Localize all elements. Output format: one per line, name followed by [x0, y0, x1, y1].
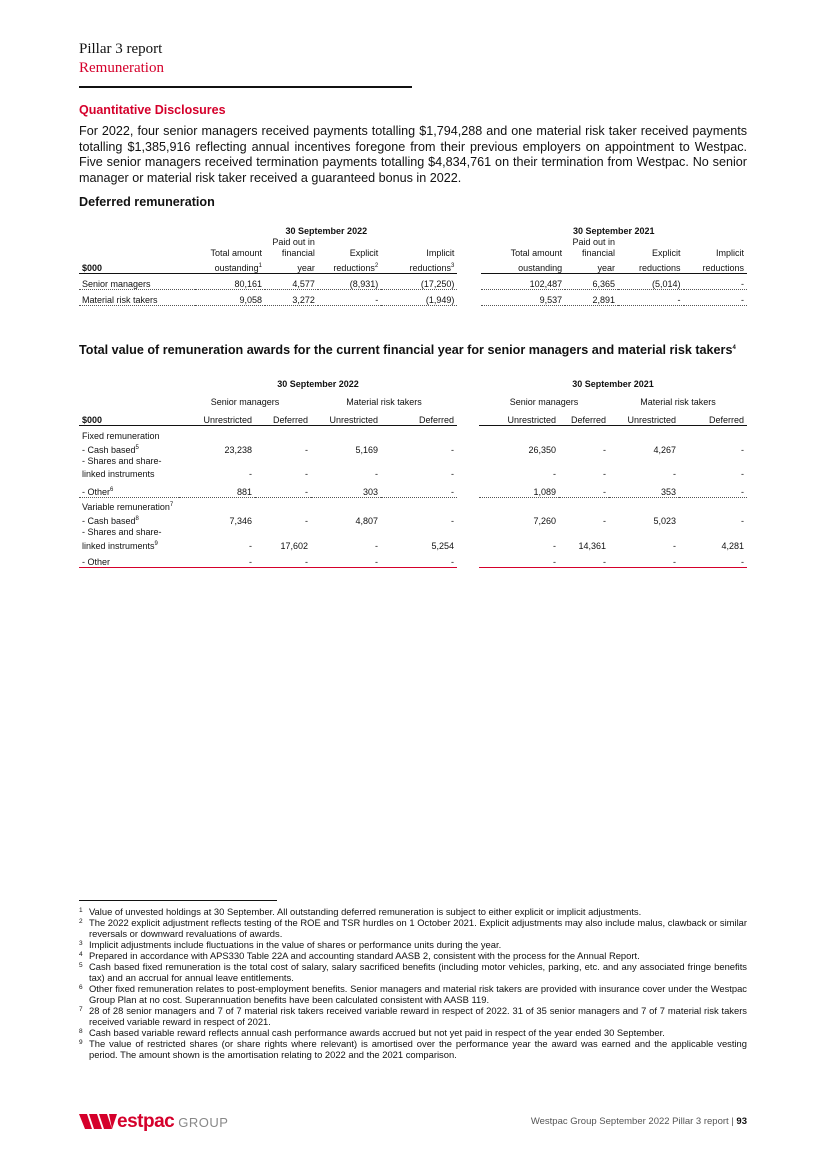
- col-implicit-2022-l2: reductions$^3$: [381, 258, 457, 273]
- cell: -: [179, 551, 255, 567]
- col-implicit-2021-l2: reductions: [684, 258, 747, 273]
- footnote: 8 Cash based variable reward reflects annual cash performance awards accrued but not yet paid in respect of the year ended 30 September.: [79, 1027, 665, 1038]
- footnote: 6 Other fixed remuneration relates to post-employment benefits. Senior managers and material risk takers are provided with insurance cover under the Westpac Group Plan at no cost. Superannuation benefits have been calculated consistent with AASB 119.: [79, 983, 747, 1005]
- cell: 7,260: [533, 516, 556, 526]
- westpac-logo: [79, 1113, 228, 1130]
- cell: (8,931): [318, 273, 381, 289]
- awards-period-2022: 30 September 2022: [277, 379, 359, 389]
- table-row: [79, 289, 747, 305]
- cell: -: [249, 541, 252, 551]
- group-senior-managers-2021: Senior managers: [509, 397, 579, 407]
- cell: -: [479, 551, 559, 567]
- col-explicit-2021-l1: Explicit: [652, 248, 681, 258]
- col-explicit-2021-l2: reductions: [618, 258, 684, 273]
- group-mrt-2022: Material risk takers: [346, 397, 422, 407]
- cell: -: [318, 289, 381, 305]
- deferred-remuneration-table: [79, 222, 747, 306]
- table-row: [79, 551, 747, 567]
- col-total-2022-l1: Total amount: [210, 248, 263, 258]
- col-implicit-2022-l1: Implicit: [426, 248, 455, 258]
- period-2021: 30 September 2021: [573, 226, 655, 236]
- col-unrestricted: Unrestricted: [311, 407, 381, 425]
- remuneration-awards-table: [79, 374, 747, 568]
- col-deferred: Deferred: [381, 407, 457, 425]
- cell: -: [255, 551, 311, 567]
- cell: -: [375, 541, 378, 551]
- row-label-line1: - Shares and share-: [82, 527, 162, 537]
- cell: -: [381, 551, 457, 567]
- awards-period-2021: 30 September 2021: [572, 379, 654, 389]
- row-label: Senior managers: [79, 273, 195, 289]
- cell: -: [451, 516, 454, 526]
- col-deferred: Deferred: [559, 407, 609, 425]
- cell: -: [679, 551, 747, 567]
- cell: -: [618, 289, 684, 305]
- cell: -: [603, 469, 606, 479]
- cell: -: [305, 445, 308, 455]
- cell: -: [451, 469, 454, 479]
- row-label: - Other: [79, 551, 179, 567]
- cell: -: [553, 541, 556, 551]
- cell: 6,365: [565, 273, 618, 289]
- cell: -: [553, 469, 556, 479]
- intro-paragraph: For 2022, four senior managers received payments totalling $1,794,288 and one material risk taker received payments totalling $1,385,916 reflecting annual incentives foregone from their previous employers on appointment to Westpac. Five senior managers received termination payments totalling $4,834,761 on their termination from Westpac. No senior manager or material risk taker received a guaranteed bonus in 2022.: [79, 124, 747, 185]
- col-paid-2022-l2: financial: [281, 248, 315, 258]
- cell: -: [741, 469, 744, 479]
- row-label-line1: - Shares and share-: [82, 456, 162, 466]
- group-senior-managers-2022: Senior managers: [210, 397, 280, 407]
- cell: -: [679, 479, 747, 497]
- cell: 7,346: [229, 516, 252, 526]
- cell: -: [249, 469, 252, 479]
- footnote: 9 The value of restricted shares (or share rights where relevant) is amortised over the performance year the award was earned and the applicable vesting period. The amount shown is the amortisation relating to 2022 and the 2021 comparison.: [79, 1038, 747, 1060]
- quantitative-heading: Quantitative Disclosures: [79, 103, 226, 117]
- cell: 14,361: [578, 541, 606, 551]
- table-row: [79, 479, 747, 497]
- awards-heading: Total value of remuneration awards for the current financial year for senior managers and material risk takers$^4$: [79, 343, 736, 357]
- table-row: [79, 537, 747, 551]
- cell: 5,169: [355, 445, 378, 455]
- group-mrt-2021: Material risk takers: [640, 397, 716, 407]
- cell: 17,602: [280, 541, 308, 551]
- page-number: 93: [736, 1116, 747, 1127]
- unit-label: $000: [79, 258, 195, 273]
- col-explicit-2022-l2: reductions$^2$: [318, 258, 381, 273]
- col-explicit-2022-l1: Explicit: [349, 248, 379, 258]
- period-2022: 30 September 2022: [285, 226, 368, 236]
- cell: 4,577: [265, 273, 318, 289]
- cell: -: [375, 469, 378, 479]
- footnote: 7 28 of 28 senior managers and 7 of 7 material risk takers received variable reward in respect of 2022. 31 of 35 senior managers and 7 of 7 material risk takers received variable reward in respect of 2021.: [79, 1005, 747, 1027]
- col-paid-2022-l1: Paid out in: [272, 237, 315, 247]
- row-label: - Other$^6$: [79, 479, 179, 497]
- cell: (1,949): [381, 289, 457, 305]
- cell: 3,272: [265, 289, 318, 305]
- cell: -: [684, 289, 747, 305]
- deferred-heading: Deferred remuneration: [79, 195, 215, 209]
- col-paid-2021-l2: financial: [581, 248, 615, 258]
- cell: 80,161: [195, 273, 265, 289]
- col-unrestricted: Unrestricted: [609, 407, 679, 425]
- col-deferred: Deferred: [255, 407, 311, 425]
- cell: 4,267: [653, 445, 676, 455]
- cell: 5,254: [431, 541, 454, 551]
- cell: -: [311, 551, 381, 567]
- cell: 1,089: [479, 479, 559, 497]
- cell: 881: [179, 479, 255, 497]
- col-implicit-2021-l1: Implicit: [715, 248, 744, 258]
- row-label: - Cash based$^5$: [82, 445, 139, 455]
- cell: 9,058: [195, 289, 265, 305]
- cell: -: [684, 273, 747, 289]
- cell: 9,537: [481, 289, 566, 305]
- awards-unit-label: $000: [79, 407, 179, 425]
- cell: 303: [311, 479, 381, 497]
- table-row: [79, 466, 747, 479]
- westpac-w-icon: [79, 1113, 119, 1130]
- footnote: 4 Prepared in accordance with APS330 Table 22A and accounting standard AASB 2, consistent with the process for the Annual Report.: [79, 950, 640, 961]
- cell: 23,238: [224, 445, 252, 455]
- cell: 353: [609, 479, 679, 497]
- cell: -: [673, 541, 676, 551]
- row-label: linked instruments$^9$: [82, 541, 158, 551]
- page-footer: Westpac Group September 2022 Pillar 3 report | 93: [530, 1116, 747, 1127]
- section-title: Remuneration: [79, 60, 164, 76]
- footnote: 2 The 2022 explicit adjustment reflects testing of the ROE and TSR hurdles on 1 October 2021. Explicit adjustments may also include malus, clawback or similar reversals or downward revaluations of awards.: [79, 917, 747, 939]
- cell: 2,891: [565, 289, 618, 305]
- footnote: 3 Implicit adjustments include fluctuations in the value of shares or performance units during the year.: [79, 939, 502, 950]
- footnote: 1 Value of unvested holdings at 30 September. All outstanding deferred remuneration is subject to either explicit or implicit adjustments.: [79, 906, 642, 917]
- logo-group-text: GROUP: [178, 1115, 229, 1130]
- col-paid-2021-l3: year: [565, 258, 618, 273]
- cell: -: [603, 445, 606, 455]
- cell: 26,350: [528, 445, 556, 455]
- col-paid-2022-l3: year: [265, 258, 318, 273]
- cell: 102,487: [481, 273, 566, 289]
- cell: -: [255, 479, 311, 497]
- footnotes: [79, 906, 747, 1060]
- variable-remuneration-label: Variable remuneration$^7$: [82, 502, 174, 512]
- cell: -: [381, 479, 457, 497]
- col-paid-2021-l1: Paid out in: [572, 237, 615, 247]
- cell: -: [741, 445, 744, 455]
- fixed-remuneration-label: Fixed remuneration: [82, 431, 160, 441]
- col-total-2021-l2: oustanding: [481, 258, 566, 273]
- col-unrestricted: Unrestricted: [479, 407, 559, 425]
- col-total-2022-l2: oustanding$^1$: [195, 258, 265, 273]
- logo-text: estpac: [117, 1111, 175, 1132]
- cell: 4,281: [721, 541, 744, 551]
- row-label: - Cash based$^8$: [82, 516, 139, 526]
- col-deferred: Deferred: [679, 407, 747, 425]
- cell: -: [305, 469, 308, 479]
- col-unrestricted: Unrestricted: [179, 407, 255, 425]
- footnote-rule: [79, 900, 277, 901]
- cell: 5,023: [653, 516, 676, 526]
- footnote: 5 Cash based fixed remuneration is the total cost of salary, salary sacrificed benefits (including motor vehicles, parking, etc. and any associated fringe benefits tax) and an accrual for annual leave entitlements.: [79, 961, 747, 983]
- cell: -: [559, 551, 609, 567]
- cell: (17,250): [381, 273, 457, 289]
- cell: -: [305, 516, 308, 526]
- report-title: Pillar 3 report: [79, 41, 163, 57]
- cell: -: [741, 516, 744, 526]
- cell: -: [559, 479, 609, 497]
- cell: -: [609, 551, 679, 567]
- row-label: linked instruments: [82, 469, 155, 479]
- cell: 4,807: [355, 516, 378, 526]
- cell: (5,014): [618, 273, 684, 289]
- header-rule: [79, 86, 412, 88]
- table-row: [79, 512, 747, 526]
- table-row: [79, 441, 747, 455]
- table-row: [79, 273, 747, 289]
- row-label: Material risk takers: [79, 289, 195, 305]
- cell: -: [603, 516, 606, 526]
- cell: -: [451, 445, 454, 455]
- cell: -: [673, 469, 676, 479]
- col-total-2021-l1: Total amount: [510, 248, 563, 258]
